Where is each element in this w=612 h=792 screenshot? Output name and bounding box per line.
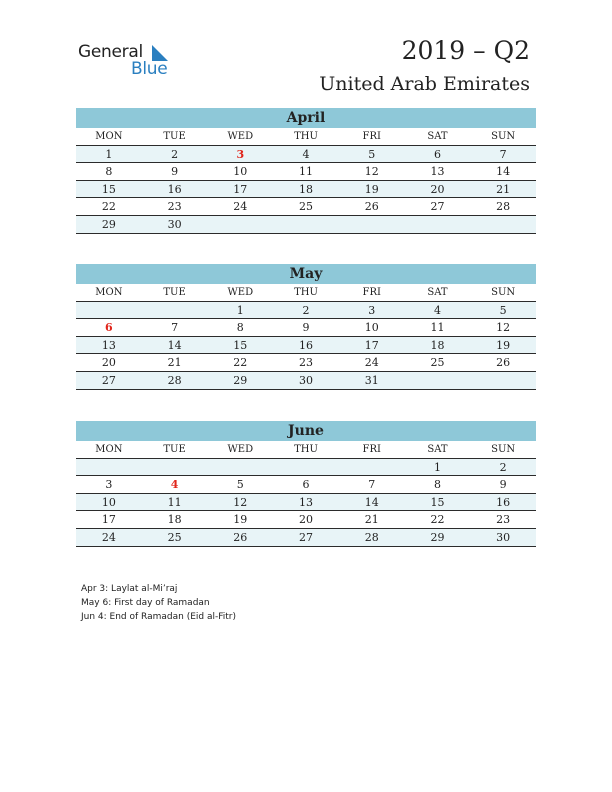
weekday-label: MON	[95, 287, 123, 298]
weekday-label: THU	[294, 131, 318, 142]
day-cell	[273, 459, 339, 476]
day-cell: 5	[499, 303, 507, 317]
weekday-label: TUE	[163, 287, 186, 298]
day-cell: 13	[430, 165, 445, 179]
weekday-label: FRI	[362, 131, 381, 142]
day-cell: 13	[299, 495, 314, 509]
day-cell: 20	[430, 182, 445, 196]
day-cell	[470, 216, 536, 233]
weekday-label: THU	[294, 287, 318, 298]
day-cell: 17	[233, 182, 248, 196]
week-row	[76, 181, 536, 199]
day-cell: 4	[302, 147, 310, 161]
month-header: May	[76, 264, 536, 284]
day-cell: 16	[496, 495, 511, 509]
day-cell: 22	[233, 356, 248, 370]
day-cell	[470, 372, 536, 389]
day-cell: 5	[236, 478, 244, 492]
day-cell: 2	[171, 147, 179, 161]
day-cell	[273, 216, 339, 233]
day-cell: 18	[430, 338, 445, 352]
day-cell: 27	[299, 530, 314, 544]
weekday-label: WED	[227, 287, 254, 298]
day-cell: 6	[433, 147, 441, 161]
week-row	[76, 511, 536, 529]
day-cell: 1	[105, 147, 113, 161]
holiday-day-cell: 6	[105, 321, 113, 335]
day-cell: 18	[167, 513, 182, 527]
holiday-notes	[81, 582, 236, 624]
week-row	[76, 198, 536, 216]
day-cell: 18	[299, 182, 314, 196]
day-cell	[142, 302, 208, 319]
country-name: United Arab Emirates	[319, 73, 530, 95]
day-cell: 14	[496, 165, 511, 179]
day-cell: 3	[105, 478, 113, 492]
day-cell: 5	[368, 147, 376, 161]
day-cell: 8	[105, 165, 113, 179]
day-cell	[207, 216, 273, 233]
holiday-day-cell: 3	[236, 147, 245, 161]
day-cell	[339, 459, 405, 476]
weekday-label: MON	[95, 444, 123, 455]
month-header: June	[76, 421, 536, 441]
day-cell: 14	[167, 338, 182, 352]
logo-text-general: General	[78, 42, 143, 62]
generalblue-logo	[78, 42, 178, 82]
day-cell: 23	[167, 200, 182, 214]
day-cell: 24	[233, 200, 248, 214]
day-cell: 10	[364, 321, 379, 335]
day-cell: 15	[233, 338, 248, 352]
day-cell: 29	[233, 373, 248, 387]
day-cell	[76, 459, 142, 476]
day-cell: 30	[167, 217, 182, 231]
weekday-label: SUN	[491, 287, 516, 298]
day-cell: 28	[364, 530, 379, 544]
day-cell: 12	[364, 165, 379, 179]
weekday-label: THU	[294, 444, 318, 455]
week-row	[76, 354, 536, 372]
day-cell	[339, 216, 405, 233]
day-cell: 24	[364, 356, 379, 370]
weekday-label: SUN	[491, 131, 516, 142]
day-cell: 25	[167, 530, 182, 544]
weekday-header-row	[76, 284, 536, 302]
holiday-note: Jun 4: End of Ramadan (Eid al-Fitr)	[81, 612, 236, 622]
month-calendar-may	[76, 264, 536, 390]
day-cell: 20	[299, 513, 314, 527]
day-cell: 16	[167, 182, 182, 196]
day-cell: 11	[167, 495, 182, 509]
day-cell: 26	[233, 530, 248, 544]
month-header: April	[76, 108, 536, 128]
day-cell: 15	[430, 495, 445, 509]
weekday-label: FRI	[362, 287, 381, 298]
day-cell: 12	[496, 321, 511, 335]
day-cell	[76, 302, 142, 319]
day-cell: 9	[302, 321, 310, 335]
day-cell: 1	[433, 460, 441, 474]
day-cell: 19	[364, 182, 379, 196]
day-cell: 24	[101, 530, 116, 544]
week-row	[76, 459, 536, 477]
day-cell: 11	[299, 165, 314, 179]
day-cell: 3	[368, 303, 376, 317]
day-cell: 16	[299, 338, 314, 352]
day-cell: 8	[433, 478, 441, 492]
day-cell: 23	[299, 356, 314, 370]
day-cell: 10	[101, 495, 116, 509]
page-title: 2019 – Q2	[401, 36, 530, 65]
day-cell	[405, 372, 471, 389]
week-row	[76, 216, 536, 234]
day-cell: 11	[430, 321, 445, 335]
day-cell: 21	[167, 356, 182, 370]
weekday-label: SUN	[491, 444, 516, 455]
day-cell: 25	[430, 356, 445, 370]
logo-text-blue: Blue	[131, 59, 168, 79]
week-row	[76, 476, 536, 494]
day-cell: 15	[101, 182, 116, 196]
day-cell: 27	[101, 373, 116, 387]
week-row	[76, 372, 536, 390]
week-row	[76, 302, 536, 320]
day-cell: 13	[101, 338, 116, 352]
day-cell: 26	[496, 356, 511, 370]
day-cell: 9	[499, 478, 507, 492]
holiday-day-cell: 4	[170, 478, 179, 492]
weekday-label: WED	[227, 131, 254, 142]
holiday-note: Apr 3: Laylat al-Mi’raj	[81, 584, 178, 594]
day-cell: 17	[101, 513, 116, 527]
day-cell: 7	[499, 147, 507, 161]
day-cell: 12	[233, 495, 248, 509]
weekday-label: SAT	[427, 287, 448, 298]
month-calendar-june	[76, 421, 536, 547]
day-cell	[142, 459, 208, 476]
week-row	[76, 529, 536, 547]
day-cell: 21	[496, 182, 511, 196]
weekday-header-row	[76, 128, 536, 146]
weekday-label: MON	[95, 131, 123, 142]
day-cell: 8	[236, 321, 244, 335]
day-cell: 30	[496, 530, 511, 544]
day-cell: 31	[364, 373, 379, 387]
day-cell: 14	[364, 495, 379, 509]
day-cell: 2	[499, 460, 507, 474]
day-cell	[207, 459, 273, 476]
day-cell: 1	[236, 303, 244, 317]
weekday-label: TUE	[163, 131, 186, 142]
day-cell: 17	[364, 338, 379, 352]
day-cell: 6	[302, 478, 310, 492]
day-cell: 4	[433, 303, 441, 317]
day-cell: 22	[430, 513, 445, 527]
holiday-note: May 6: First day of Ramadan	[81, 598, 210, 608]
weekday-label: TUE	[163, 444, 186, 455]
week-row	[76, 494, 536, 512]
week-row	[76, 146, 536, 164]
day-cell: 19	[496, 338, 511, 352]
week-row	[76, 337, 536, 355]
day-cell: 30	[299, 373, 314, 387]
weekday-label: WED	[227, 444, 254, 455]
month-calendar-april	[76, 108, 536, 234]
weekday-label: FRI	[362, 444, 381, 455]
week-row	[76, 319, 536, 337]
day-cell: 23	[496, 513, 511, 527]
day-cell: 28	[496, 200, 511, 214]
day-cell: 20	[101, 356, 116, 370]
day-cell: 9	[171, 165, 179, 179]
weekday-label: SAT	[427, 131, 448, 142]
day-cell: 10	[233, 165, 248, 179]
week-row	[76, 163, 536, 181]
day-cell: 7	[368, 478, 376, 492]
day-cell	[405, 216, 471, 233]
day-cell: 28	[167, 373, 182, 387]
day-cell: 7	[171, 321, 179, 335]
day-cell: 22	[101, 200, 116, 214]
day-cell: 27	[430, 200, 445, 214]
weekday-label: SAT	[427, 444, 448, 455]
day-cell: 21	[364, 513, 379, 527]
weekday-header-row	[76, 441, 536, 459]
day-cell: 26	[364, 200, 379, 214]
day-cell: 2	[302, 303, 310, 317]
day-cell: 29	[101, 217, 116, 231]
day-cell: 19	[233, 513, 248, 527]
day-cell: 25	[299, 200, 314, 214]
day-cell: 29	[430, 530, 445, 544]
